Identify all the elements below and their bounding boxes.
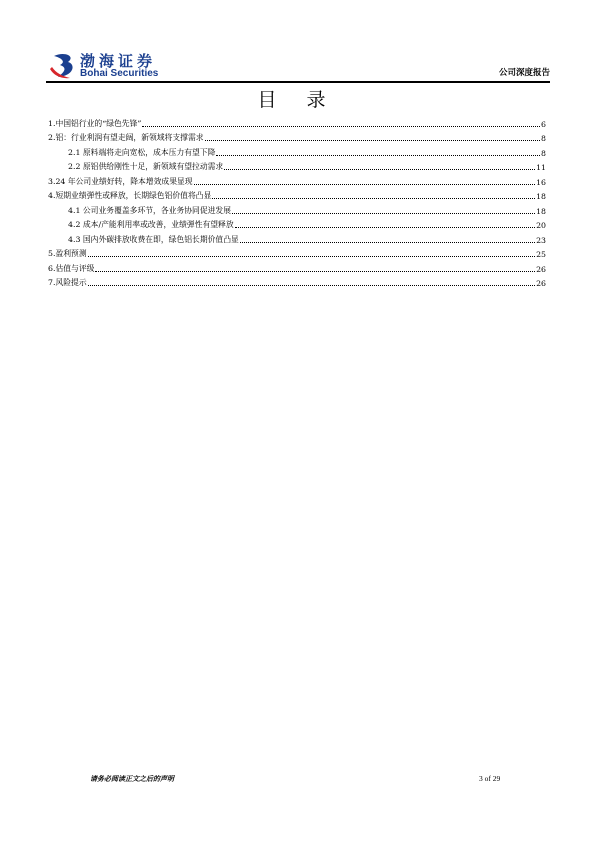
toc-entry[interactable] [48, 216, 546, 231]
toc-dot-leader [216, 155, 540, 156]
toc-entry-page: 18 [536, 206, 546, 216]
toc-entry[interactable] [48, 187, 546, 202]
table-of-contents [48, 114, 546, 288]
toc-entry-label: 2.1 原料端将走向宽松，成本压力有望下降 [68, 147, 216, 157]
page-title: 目 录 [257, 89, 338, 111]
toc-entry-label: 2.2 原铝供给刚性十足，新领域有望拉动需求 [68, 162, 224, 171]
toc-entry-label: 6.估值与评级 [48, 263, 95, 273]
header-divider [46, 81, 550, 83]
toc-entry-page: 16 [536, 177, 546, 187]
toc-entry[interactable] [48, 259, 546, 274]
toc-dot-leader [194, 184, 535, 185]
toc-entry-page: 26 [536, 279, 546, 288]
report-type-label: 公司深度报告 [498, 68, 550, 78]
toc-dot-leader [212, 198, 535, 199]
toc-entry[interactable] [48, 129, 546, 144]
toc-entry-label: 4.1 公司业务覆盖多环节，各业务协同促进发展 [68, 205, 232, 215]
toc-entry-page: 8 [541, 134, 546, 143]
toc-entry-page: 8 [541, 148, 546, 158]
toc-entry[interactable] [48, 245, 546, 260]
toc-dot-leader [232, 213, 535, 214]
toc-entry-label: 4.短期业绩弹性或释放，长期绿色铝价值将凸显 [48, 191, 212, 200]
toc-entry[interactable] [48, 274, 546, 289]
page-header [46, 50, 550, 84]
toc-entry-label: 5.盈利预测 [48, 249, 87, 258]
toc-dot-leader [88, 256, 535, 257]
toc-entry[interactable] [48, 172, 546, 187]
footer-disclaimer: 请务必阅读正文之后的声明 [90, 775, 174, 783]
toc-entry-page: 25 [536, 250, 546, 259]
toc-dot-leader [142, 126, 540, 127]
toc-entry-page: 6 [541, 119, 546, 129]
toc-entry-label: 1.中国铝行业的“绿色先锋” [48, 118, 142, 128]
toc-entry-page: 26 [536, 264, 546, 274]
toc-dot-leader [240, 242, 535, 243]
toc-dot-leader [235, 227, 535, 228]
toc-entry-label: 4.2 成本/产能利用率或改善，业绩弹性有望释放 [68, 220, 234, 229]
toc-entry-label: 2.铝：行业利润有望走阔，新领域将支撑需求 [48, 133, 204, 142]
toc-entry-label: 7.风险提示 [48, 278, 87, 287]
toc-entry-label: 3.24 年公司业绩好转，降本增效成果显现 [48, 176, 193, 186]
toc-entry[interactable] [48, 114, 546, 129]
toc-entry[interactable] [48, 230, 546, 245]
toc-entry[interactable] [48, 158, 546, 173]
logo-english-name: Bohai Securities [80, 68, 159, 79]
toc-entry-page: 20 [536, 221, 546, 230]
toc-entry[interactable] [48, 143, 546, 158]
toc-dot-leader [224, 169, 535, 170]
toc-dot-leader [95, 271, 535, 272]
footer-page-number: 3 of 29 [479, 774, 501, 783]
toc-entry-page: 23 [536, 235, 546, 245]
toc-dot-leader [205, 140, 540, 141]
logo-chinese-name: 渤海证券 [80, 52, 157, 70]
toc-entry-label: 4.3 国内外碳排放收费在即，绿色铝长期价值凸显 [68, 234, 239, 244]
toc-entry-page: 18 [536, 192, 546, 201]
toc-entry-page: 11 [536, 163, 546, 172]
toc-entry[interactable] [48, 201, 546, 216]
bohai-logo-icon [48, 52, 78, 80]
toc-dot-leader [88, 285, 535, 286]
